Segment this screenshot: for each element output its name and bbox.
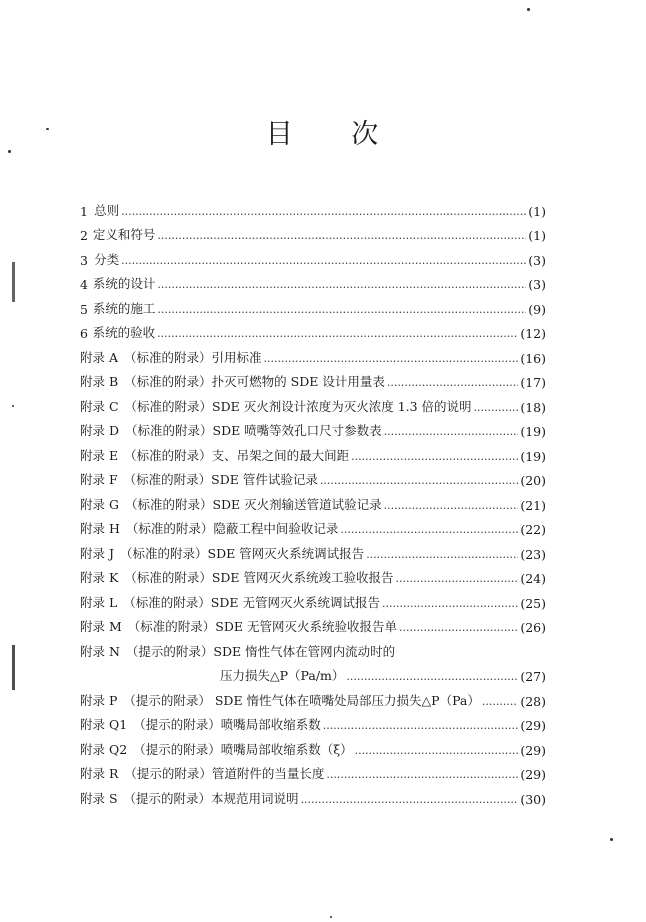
toc-entry-page: (21) (520, 497, 546, 513)
toc-entry-page: (18) (520, 399, 546, 415)
binding-mark (12, 262, 15, 302)
toc-entry[interactable] (80, 439, 546, 464)
toc-entry-page: (1) (528, 228, 546, 243)
toc-entry-label: （标准的附录）SDE 喷嘴等效孔口尺寸参数表 (125, 423, 382, 438)
toc-leader-dots (366, 549, 518, 562)
toc-entry-page: (27) (520, 669, 546, 684)
toc-entry-label: 系统的验收 (92, 325, 156, 340)
toc-entry-number: 附录 J (80, 545, 114, 561)
toc-leader-dots (323, 720, 519, 733)
toc-entry-label: （标准的附录）扑灭可燃物的 SDE 设计用量表 (124, 374, 385, 389)
toc-entry-page: (1) (528, 203, 546, 219)
toc-entry[interactable] (80, 537, 546, 562)
toc-entry[interactable] (80, 488, 546, 513)
toc-entry-label: （标准的附录）SDE 管网灭火系统调试报告 (120, 545, 365, 561)
toc-entry-number: 附录 N (80, 643, 120, 659)
toc-entry[interactable] (80, 684, 546, 709)
toc-entry-number: 附录 A (80, 349, 119, 365)
toc-entry-number: 附录 G (80, 496, 119, 512)
toc-entry[interactable] (80, 317, 546, 342)
toc-entry-number: 4 (80, 277, 88, 292)
toc-entry-label: （提示的附录）管道附件的当量长度 (124, 766, 325, 781)
toc-entry-label: 总则 (94, 202, 120, 218)
toc-entry-label: （标准的附录）SDE 灭火剂输送管道试验记录 (124, 496, 382, 512)
scan-speck (330, 916, 332, 918)
toc-entry-number: 附录 K (80, 570, 119, 585)
toc-entry-number: 6 (80, 326, 88, 341)
toc-entry-number: 3 (80, 252, 88, 268)
toc-entry-label: （标准的附录）SDE 无管网灭火系统验收报告单 (127, 619, 397, 634)
toc-entry-page: (22) (520, 522, 546, 537)
toc-leader-dots (320, 475, 518, 488)
toc-entry-page: (23) (520, 546, 546, 562)
toc-entry-number: 附录 Q2 (80, 741, 128, 757)
toc-entry-number: 5 (80, 301, 88, 317)
toc-entry[interactable] (80, 758, 546, 783)
toc-entry-number: 附录 S (80, 790, 118, 806)
toc-leader-dots (301, 794, 519, 807)
toc-entry[interactable] (80, 709, 546, 734)
title-char-2: 次 (351, 119, 381, 150)
scan-speck (527, 8, 530, 11)
table-of-contents (80, 194, 546, 807)
toc-leader-dots (355, 745, 519, 758)
toc-leader-dots (157, 279, 526, 292)
toc-entry[interactable] (80, 562, 546, 587)
toc-entry-label: （提示的附录）本规范用词说明 (123, 790, 299, 806)
toc-entry[interactable] (80, 268, 546, 293)
toc-entry-number: 附录 B (80, 374, 119, 389)
toc-entry-number: 附录 L (80, 594, 118, 610)
toc-entry[interactable] (80, 366, 546, 391)
scan-speck (610, 838, 613, 841)
toc-entry[interactable] (80, 586, 546, 611)
toc-leader-dots (346, 671, 518, 684)
toc-entry-number: 2 (80, 228, 88, 243)
toc-entry-label: 系统的施工 (92, 300, 156, 316)
toc-leader-dots (121, 255, 526, 268)
toc-leader-dots (396, 573, 519, 586)
toc-leader-dots (264, 353, 519, 366)
toc-entry-page: (29) (520, 718, 546, 733)
toc-leader-dots (387, 377, 518, 390)
toc-leader-dots (384, 500, 519, 513)
toc-entry-page: (16) (520, 350, 546, 366)
toc-leader-dots (384, 426, 519, 439)
scan-speck (12, 405, 14, 407)
toc-entry-page: (29) (520, 742, 546, 758)
toc-entry[interactable] (80, 243, 546, 268)
toc-leader-dots (340, 524, 518, 537)
toc-entry-label: （标准的附录）隐蔽工程中间验收记录 (125, 521, 339, 536)
toc-entry-page: (30) (520, 791, 546, 807)
toc-entry[interactable] (80, 611, 546, 636)
toc-entry-page: (3) (528, 252, 546, 268)
toc-entry-page: (25) (520, 595, 546, 611)
toc-entry-page: (19) (520, 448, 546, 464)
toc-entry-page: (24) (520, 571, 546, 586)
toc-entry-label: （标准的附录）引用标准 (124, 349, 262, 365)
toc-entry-number: 附录 P (80, 692, 118, 708)
toc-entry-label: （标准的附录）SDE 无管网灭火系统调试报告 (123, 594, 380, 610)
toc-entry[interactable] (80, 194, 546, 219)
toc-entry[interactable] (80, 390, 546, 415)
toc-entry-page: (12) (520, 326, 546, 341)
binding-mark (12, 645, 15, 690)
scan-speck (46, 128, 49, 130)
toc-entry-page: (17) (520, 375, 546, 390)
toc-entry-label: （标准的附录）支、吊架之间的最大间距 (124, 447, 350, 463)
toc-entry[interactable] (80, 733, 546, 758)
toc-entry-page: (28) (520, 693, 546, 709)
toc-entry[interactable] (80, 513, 546, 538)
toc-leader-dots (474, 402, 519, 415)
toc-entry-label: （提示的附录） SDE 惰性气体在喷嘴处局部压力损失△P（Pa） (123, 692, 480, 708)
toc-entry-page: (20) (520, 473, 546, 488)
toc-entry-label: （标准的附录）SDE 管网灭火系统竣工验收报告 (124, 570, 394, 585)
toc-entry-page: (29) (520, 767, 546, 782)
toc-entry-number: 附录 M (80, 619, 122, 634)
toc-entry-label: （标准的附录）SDE 管件试验记录 (123, 472, 318, 487)
toc-leader-dots (157, 328, 518, 341)
toc-leader-dots (157, 230, 526, 243)
toc-leader-dots (351, 451, 518, 464)
toc-entry-number: 附录 D (80, 423, 119, 438)
scan-speck (8, 150, 11, 153)
toc-entry-number: 附录 H (80, 521, 120, 536)
toc-entry[interactable] (80, 660, 546, 685)
toc-leader-dots (157, 304, 526, 317)
toc-leader-dots (482, 696, 518, 709)
toc-entry-page: (26) (520, 620, 546, 635)
toc-entry-label: （提示的附录）SDE 惰性气体在管网内流动时的 (125, 643, 396, 659)
toc-entry-label: （提示的附录）喷嘴局部收缩系数（ξ） (133, 741, 353, 757)
toc-entry-page: (3) (528, 277, 546, 292)
toc-entry[interactable] (80, 415, 546, 440)
toc-entry[interactable] (80, 292, 546, 317)
toc-entry[interactable] (80, 341, 546, 366)
toc-leader-dots (399, 622, 518, 635)
toc-entry-number: 附录 R (80, 766, 119, 781)
toc-entry[interactable] (80, 635, 546, 660)
toc-entry-number: 附录 F (80, 472, 118, 487)
toc-leader-dots (382, 598, 518, 611)
toc-entry-label: 系统的设计 (92, 276, 156, 291)
toc-entry-label: 压力损失△P（Pa/m） (220, 668, 345, 683)
toc-entry-number: 附录 E (80, 447, 119, 463)
page-title (0, 112, 646, 151)
toc-entry[interactable] (80, 464, 546, 489)
toc-entry-number: 1 (80, 203, 88, 219)
toc-entry-label: 定义和符号 (92, 227, 156, 242)
toc-entry-label: （标准的附录）SDE 灭火剂设计浓度为灭火浓度 1.3 倍的说明 (124, 398, 472, 414)
toc-entry-label: （提示的附录）喷嘴局部收缩系数 (133, 717, 321, 732)
toc-entry[interactable] (80, 219, 546, 244)
toc-entry-label: 分类 (94, 251, 120, 267)
toc-leader-dots (121, 206, 526, 219)
toc-entry[interactable] (80, 782, 546, 807)
title-char-1: 目 (265, 119, 295, 150)
toc-leader-dots (326, 769, 518, 782)
toc-entry-page: (9) (528, 301, 546, 317)
toc-entry-number: 附录 C (80, 398, 119, 414)
toc-entry-page: (19) (520, 424, 546, 439)
toc-entry-number: 附录 Q1 (80, 717, 128, 732)
